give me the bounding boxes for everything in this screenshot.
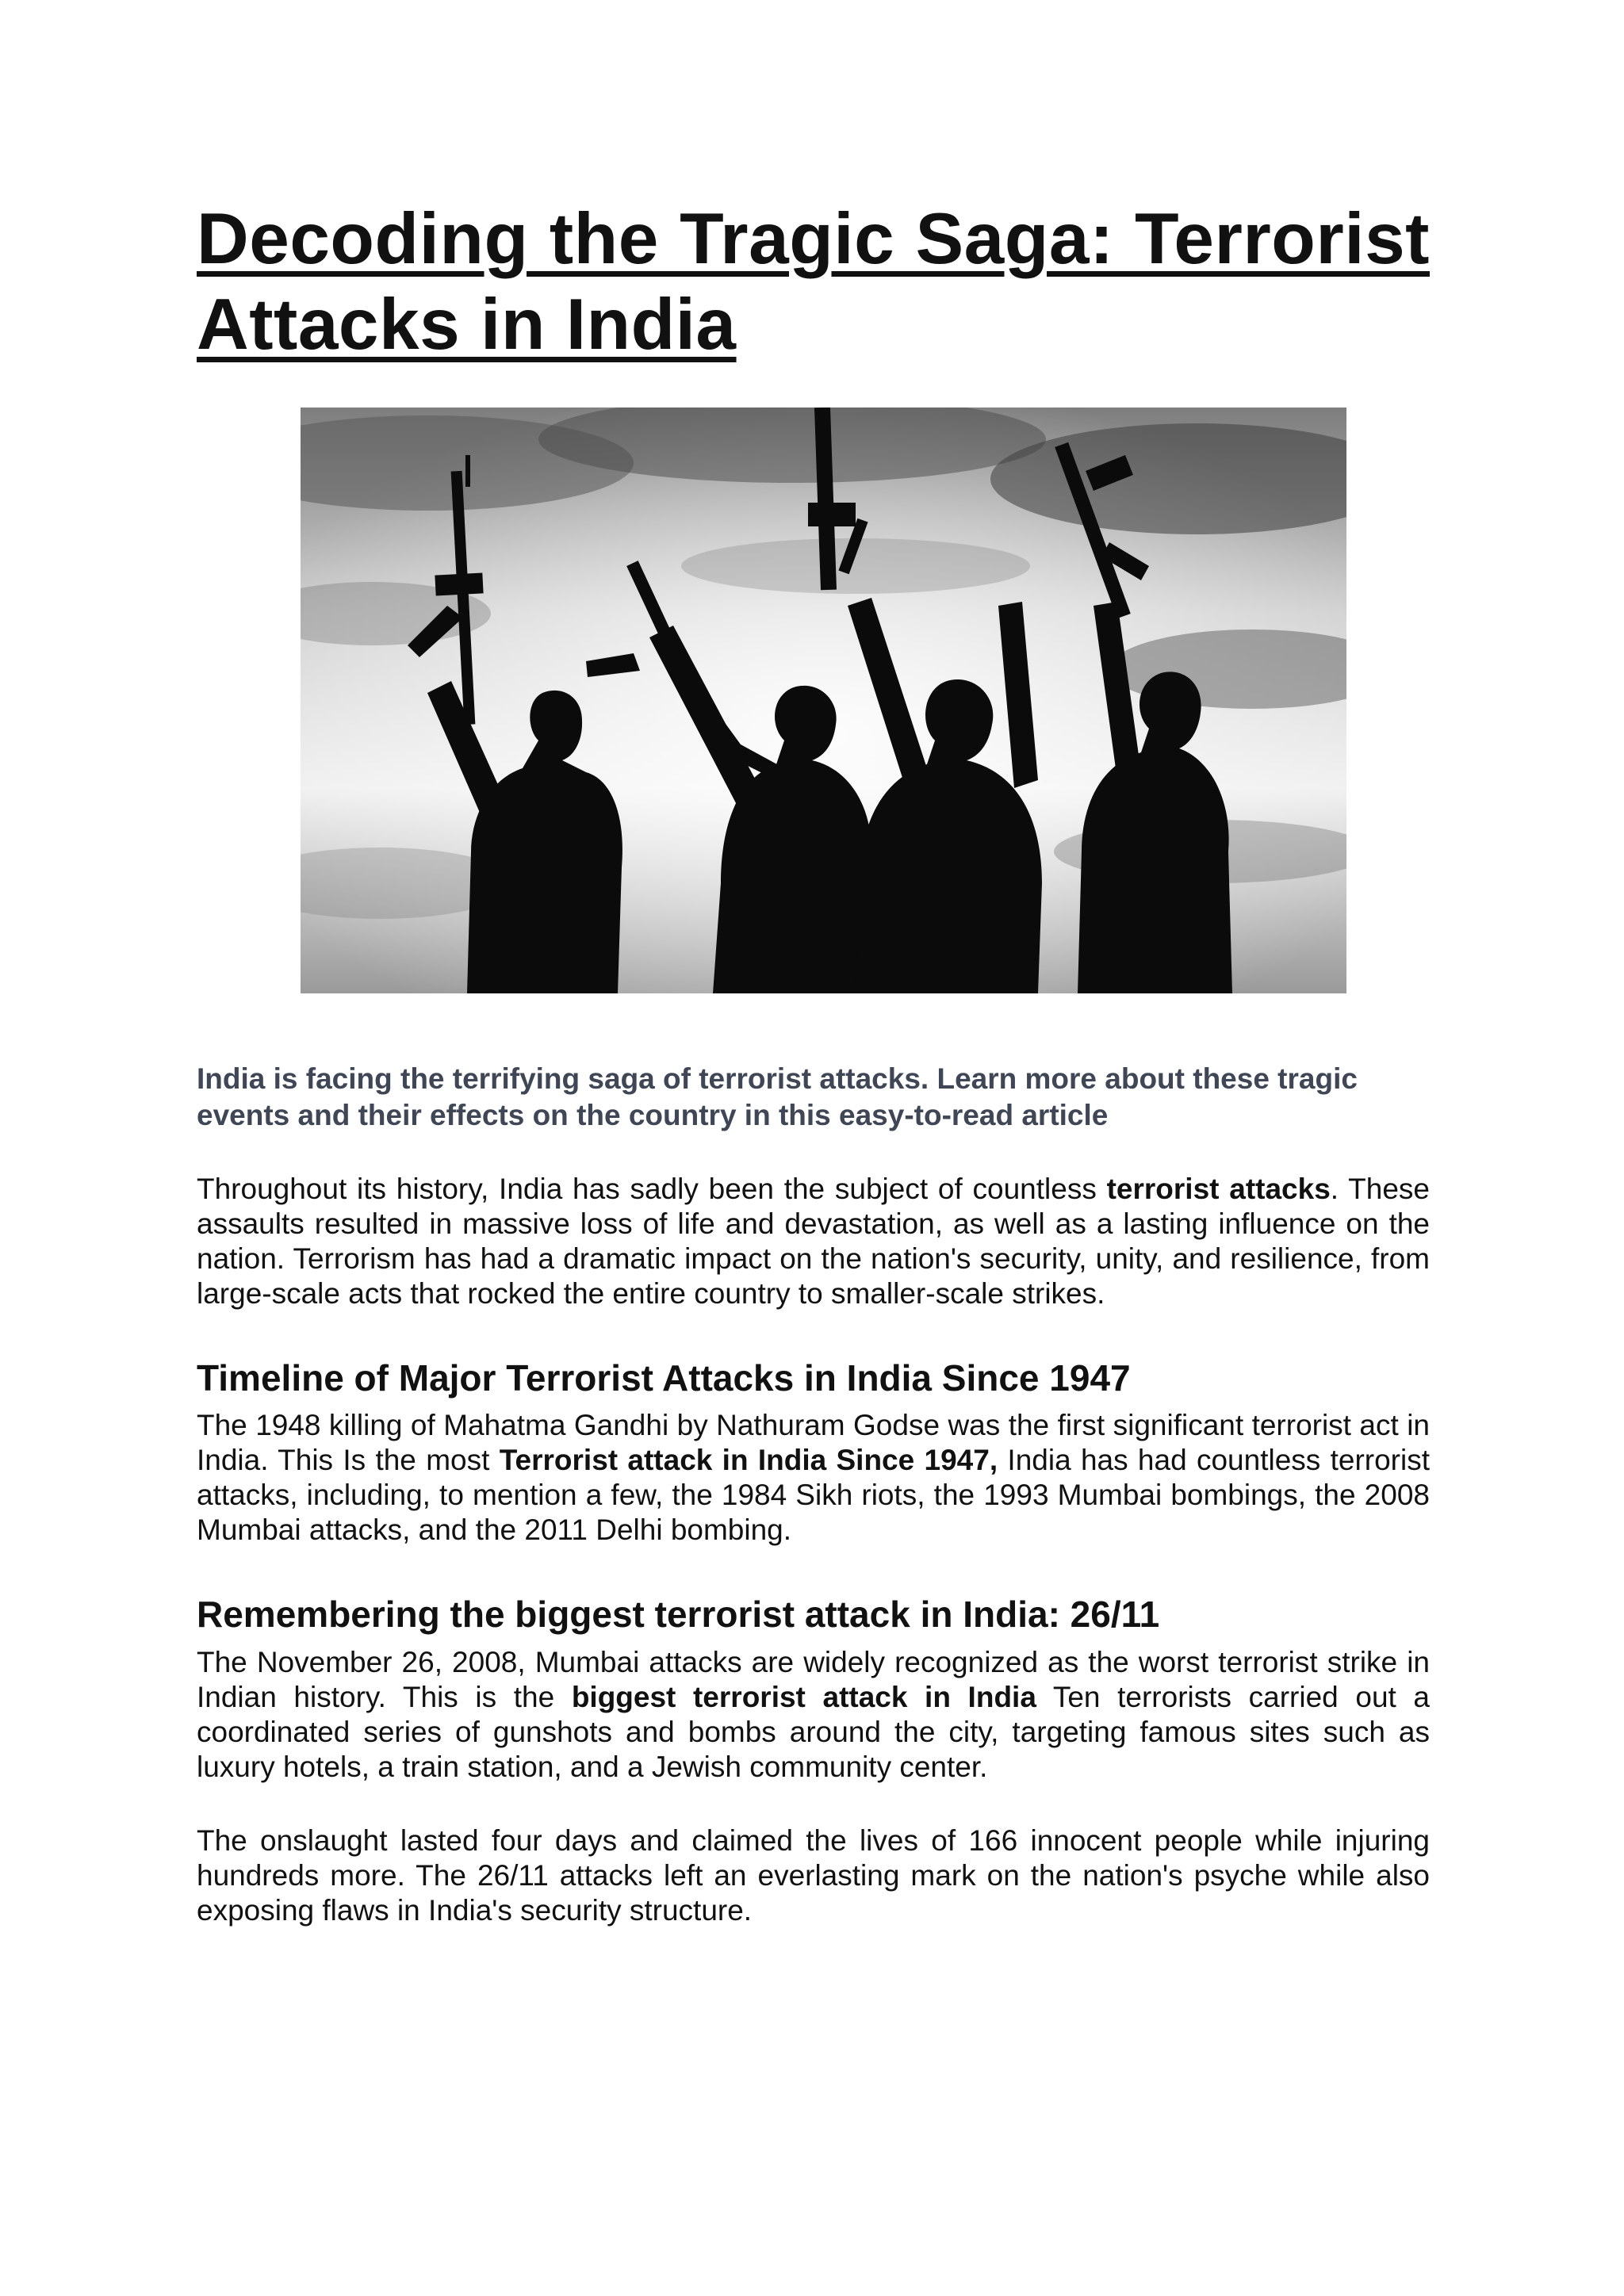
armed-silhouettes-image: [301, 408, 1346, 993]
article-lede: India is facing the terrifying saga of terrorist attacks. Learn more about these tragic events and their effects on the country in this easy-to-read article: [197, 1062, 1358, 1131]
article-title: Decoding the Tragic Saga: Terrorist Attacks in India: [197, 199, 1430, 365]
timeline-text-end: India has had countless terrorist attacks, including, to mention a few, the 1984 Sikh riots, the 1993 Mumbai bombings, the 2008 Mumbai attacks, and the 2011 Delhi bombing.: [197, 1444, 1430, 1546]
timeline-paragraph: [197, 1408, 1430, 1548]
intro-text-start: Throughout its history, India has sadly been the subject of countless: [197, 1173, 1107, 1205]
intro-bold-text: terrorist attacks: [1106, 1173, 1331, 1205]
mumbai-bold-text: biggest terrorist attack in India: [571, 1681, 1036, 1713]
section-heading-timeline: Timeline of Major Terrorist Attacks in India Since 1947: [197, 1357, 1131, 1399]
intro-text-end: . These assaults resulted in massive loss of life and devastation, as well as a lasting influence on the nation. Terrorism has had a dramatic impact on the nation's security, unity, and resilience, from large-scale acts that rocked the entire country to smaller-scale strikes.: [197, 1173, 1431, 1310]
hero-image: [301, 408, 1346, 993]
timeline-text-start: The 1948 killing of Mahatma Gandhi by Nathuram Godse was the first significant terrorist act in India. This Is the most: [197, 1409, 1430, 1476]
section-heading-26-11: Remembering the biggest terrorist attack in India: 26/11: [197, 1594, 1160, 1635]
mumbai-paragraph-1: [197, 1645, 1430, 1785]
timeline-bold-text: Terrorist attack in India Since 1947,: [499, 1444, 998, 1476]
mumbai-text-end: Ten terrorists carried out a coordinated series of gunshots and bombs around the city, targeting famous sites such as luxury hotels, a train station, and a Jewish community center.: [197, 1681, 1430, 1783]
intro-paragraph: [197, 1172, 1430, 1311]
mumbai-paragraph-2: The onslaught lasted four days and claimed the lives of 166 innocent people while injuring hundreds more. The 26/11 attacks left an everlasting mark on the nation's psyche while also exposing flaws in India's security structure.: [197, 1824, 1430, 1927]
mumbai-text-start: The November 26, 2008, Mumbai attacks are widely recognized as the worst terrorist strike in Indian history. This is the: [197, 1646, 1430, 1713]
